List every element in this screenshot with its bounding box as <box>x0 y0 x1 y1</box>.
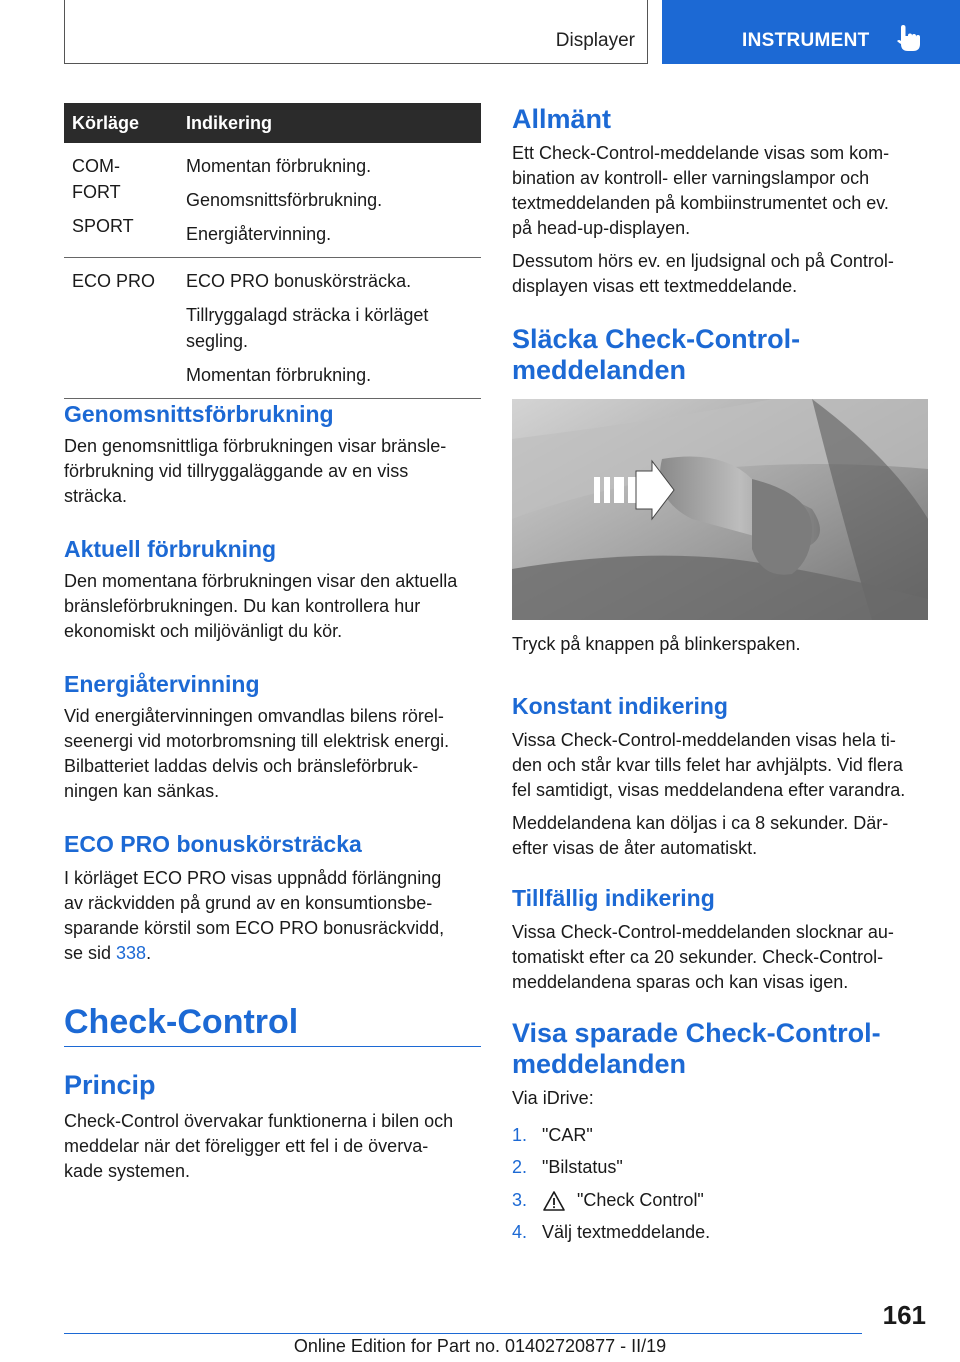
avg-consumption-heading: Genomsnittsförbrukning <box>64 401 334 427</box>
table-header-indication: Indikering <box>178 103 481 143</box>
footer-rule <box>64 1333 862 1334</box>
mode-text: COM- <box>72 156 120 176</box>
indication-text: Tillryggalagd sträcka i körläget <box>186 305 429 325</box>
tillfallig-text: Vissa Check-Control-meddelanden slocknar au- tomatiskt efter ca 20 sekunder. Check-Control- meddelandena sparas och kan visas igen. <box>512 922 894 992</box>
photo-caption: Tryck på knappen på blinkerspaken. <box>512 634 801 654</box>
chapter-title: INSTRUMENT <box>742 30 870 51</box>
indication-text: Energiåtervinning. <box>186 224 332 244</box>
mode-text: ECO PRO <box>72 271 156 291</box>
warning-triangle-icon <box>542 1190 566 1212</box>
eco-pro-text: I körläget ECO PRO visas uppnådd förlängning av räckvidden på grund av en konsumtionsbe- sparande körstil som ECO PRO bonusräckvidd, se sid 338. <box>64 868 445 963</box>
header-section-box <box>64 0 648 64</box>
table-row <box>64 258 481 399</box>
mode-text: SPORT <box>72 216 134 236</box>
table-header-mode: Körläge <box>64 103 178 143</box>
allmant-text-2: Dessutom hörs ev. en ljudsignal och på Control- displayen visas ett textmeddelande. <box>512 251 894 296</box>
check-control-title: Check-Control <box>64 1003 299 1041</box>
current-consumption-text: Den momentana förbrukningen visar den aktuella bränsleförbrukningen. Du kan kontrollera hur ekonomiskt och miljövänligt du kör. <box>64 571 458 641</box>
slacka-heading: Släcka Check-Control- meddelanden <box>512 324 801 385</box>
section-title: Displayer <box>555 30 635 51</box>
indication-text: Genomsnittsförbrukning. <box>186 190 383 210</box>
allmant-text: Ett Check-Control-meddelande visas som kom- bination av kontroll- eller varningslampor och textmeddelanden på kombiinstrumentet och ev. på head-up-displayen. <box>512 143 890 238</box>
princip-heading: Princip <box>64 1070 156 1100</box>
page-reference-link[interactable]: 338 <box>116 943 147 963</box>
table-cell-indication <box>178 258 481 399</box>
table-cell-mode <box>64 258 178 399</box>
energy-recovery-heading: Energiåtervinning <box>64 671 260 697</box>
avg-consumption-text: Den genomsnittliga förbrukningen visar bränsle- förbrukning vid tillryggaläggande av en viss sträcka. <box>64 436 447 506</box>
konstant-text-2: Meddelandena kan döljas i ca 8 sekunder. Där- efter visas de åter automatiskt. <box>512 813 889 858</box>
indication-text: Momentan förbrukning. <box>186 156 372 176</box>
princip-text: Check-Control övervakar funktionerna i bilen och meddelar när det föreligger ett fel i de överva- kade systemen. <box>64 1111 454 1181</box>
konstant-text: Vissa Check-Control-meddelanden visas hela ti- den och står kvar tills felet har avhjälpts. Vid flera fel samtidigt, visas meddelandena efter varandra. <box>512 730 906 800</box>
list-item: 3. "Check Control" <box>512 1190 704 1210</box>
header-chapter-tab[interactable] <box>662 0 960 64</box>
current-consumption-heading: Aktuell förbrukning <box>64 536 277 562</box>
tillfallig-heading: Tillfällig indikering <box>512 885 715 911</box>
indication-text: segling. <box>186 331 249 351</box>
allmant-heading: Allmänt <box>512 104 612 134</box>
table-row <box>64 143 481 258</box>
table-cell-mode <box>64 143 178 258</box>
mode-indication-table <box>64 103 481 399</box>
footer-edition: Online Edition for Part no. 01402720877 - II/19 <box>293 1336 667 1356</box>
eco-pro-heading: ECO PRO bonuskörsträcka <box>64 831 362 857</box>
hand-pointer-icon <box>896 24 922 52</box>
title-rule <box>64 1046 481 1047</box>
list-item: 4. Välj textmeddelande. <box>512 1222 711 1242</box>
indication-text: Momentan förbrukning. <box>186 365 372 385</box>
list-item: 2. "Bilstatus" <box>512 1157 623 1177</box>
visa-heading: Visa sparade Check-Control- meddelanden <box>512 1018 881 1079</box>
list-item: 1. "CAR" <box>512 1125 593 1145</box>
indication-text: ECO PRO bonuskörsträcka. <box>186 271 412 291</box>
table-cell-indication <box>178 143 481 258</box>
konstant-heading: Konstant indikering <box>512 693 728 719</box>
mode-text: FORT <box>72 182 121 202</box>
via-idrive-label: Via iDrive: <box>512 1088 594 1108</box>
turn-signal-lever-photo <box>512 399 928 620</box>
energy-recovery-text: Vid energiåtervinningen omvandlas bilens rörel- seenergi vid motorbromsning till elektrisk energi. Bilbatteriet laddas delvis och bränsleförbruk- ningen kan sänkas. <box>64 706 450 801</box>
page-number: 161 <box>882 1300 926 1330</box>
